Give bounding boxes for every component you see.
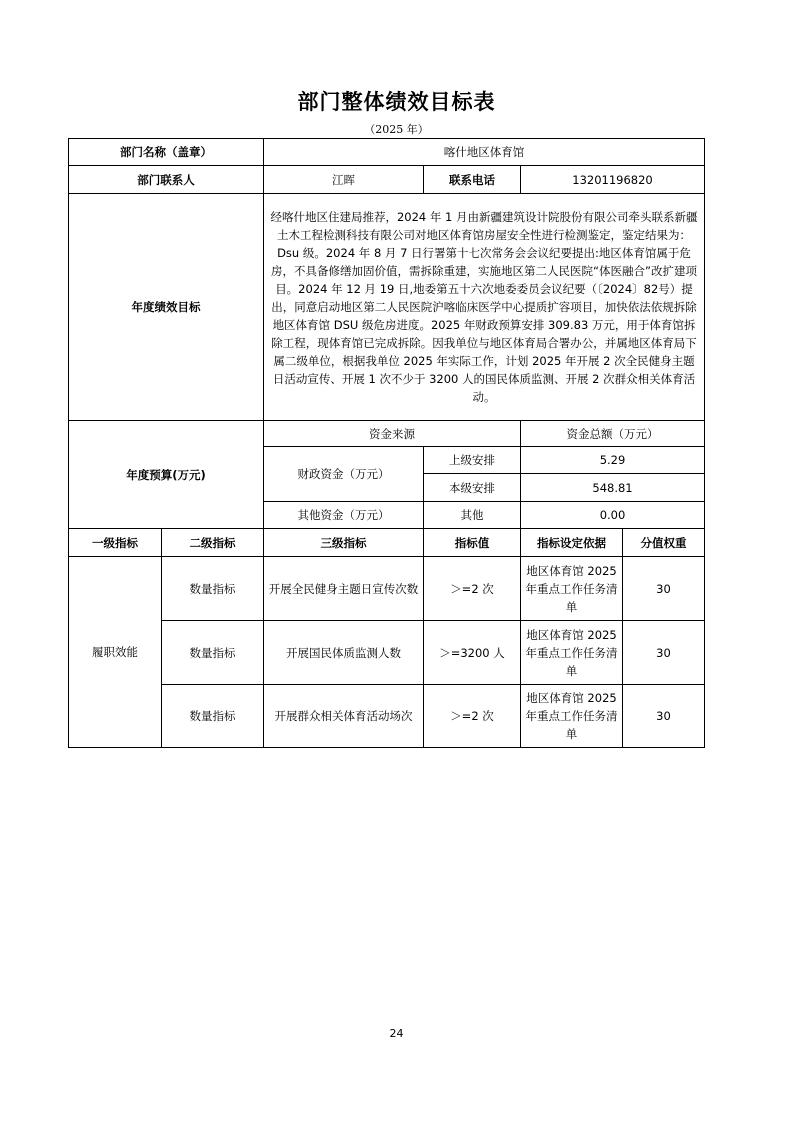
header-weight: 分值权重 <box>623 529 705 557</box>
level3-indicator: 开展全民健身主题日宣传次数 <box>264 557 424 621</box>
level3-indicator: 开展群众相关体育活动场次 <box>264 685 424 748</box>
dept-name-label: 部门名称（盖章） <box>69 139 264 166</box>
other-fund-value: 0.00 <box>521 502 705 529</box>
level2-indicator: 数量指标 <box>162 557 264 621</box>
indicator-value: ＞=2 次 <box>424 557 521 621</box>
local-allocation-label: 本级安排 <box>424 474 521 502</box>
indicator-basis: 地区体育馆 2025 年重点工作任务清单 <box>521 557 623 621</box>
dept-name-value: 喀什地区体育馆 <box>264 139 705 166</box>
phone-value: 13201196820 <box>521 166 705 194</box>
indicator-weight: 30 <box>623 685 705 748</box>
fund-total-header: 资金总额（万元） <box>521 421 705 447</box>
page-number: 24 <box>389 1027 404 1040</box>
phone-label: 联系电话 <box>424 166 521 194</box>
indicator-weight: 30 <box>623 557 705 621</box>
other-sub-label: 其他 <box>424 502 521 529</box>
indicator-weight: 30 <box>623 621 705 685</box>
indicator-basis: 地区体育馆 2025 年重点工作任务清单 <box>521 685 623 748</box>
level2-indicator: 数量指标 <box>162 685 264 748</box>
indicator-value: ＞=3200 人 <box>424 621 521 685</box>
indicator-value: ＞=2 次 <box>424 685 521 748</box>
fiscal-fund-label: 财政资金（万元） <box>264 447 424 502</box>
indicator-basis: 地区体育馆 2025 年重点工作任务清单 <box>521 621 623 685</box>
local-allocation-value: 548.81 <box>521 474 705 502</box>
table-row <box>69 685 705 748</box>
annual-goal-label: 年度绩效目标 <box>69 194 264 421</box>
table-row <box>69 621 705 685</box>
header-value: 指标值 <box>424 529 521 557</box>
dept-contact-value: 江晖 <box>264 166 424 194</box>
annual-goal-text: 经喀什地区住建局推荐，2024 年 1 月由新疆建筑设计院股份有限公司牵头联系新疆土木工程检测科技有限公司对地区体育馆房屋安全性进行检测鉴定，鉴定结果为：Dsu 级。2024 年 8 月 7 日行署第十七次常务会会议纪要提出:地区体育馆属于危房，不具备修缮加固价值，需拆除重建，实施地区第二人民医院“体医融合”改扩建项目。2024 年 12 月 19 日,地委第五十六次地委委员会议纪要（〔2024〕82号）提出，同意启动地区第二人民医院沪喀临床医学中心提质扩容项目，加快依法依规拆除地区体育馆 DSU 级危房进度。2025 年财政预算安排 309.83 万元，用于体育馆拆除工程，现体育馆已完成拆除。因我单位与地区体育局合署办公，并属地区体育局下属二级单位，根据我单位 2025 年实际工作，计划 2025 年开展 2 次全民健身主题日活动宣传、开展 1 次不少于 3200 人的国民体质监测、开展 2 次群众相关体育活动。 <box>264 194 705 421</box>
table-row <box>69 557 705 621</box>
level2-indicator: 数量指标 <box>162 621 264 685</box>
header-basis: 指标设定依据 <box>521 529 623 557</box>
header-level1: 一级指标 <box>69 529 162 557</box>
level3-indicator: 开展国民体质监测人数 <box>264 621 424 685</box>
indicator-header-row <box>69 529 705 557</box>
other-fund-label: 其他资金（万元） <box>264 502 424 529</box>
header-level3: 三级指标 <box>264 529 424 557</box>
header-level2: 二级指标 <box>162 529 264 557</box>
upper-allocation-value: 5.29 <box>521 447 705 474</box>
fund-source-header: 资金来源 <box>264 421 521 447</box>
level1-indicator: 履职效能 <box>69 557 162 748</box>
performance-target-table <box>68 138 705 748</box>
annual-budget-label: 年度预算(万元) <box>69 421 264 529</box>
year-label: （2025 年） <box>364 123 429 136</box>
dept-contact-label: 部门联系人 <box>69 166 264 194</box>
page-title: 部门整体绩效目标表 <box>297 90 496 114</box>
upper-allocation-label: 上级安排 <box>424 447 521 474</box>
